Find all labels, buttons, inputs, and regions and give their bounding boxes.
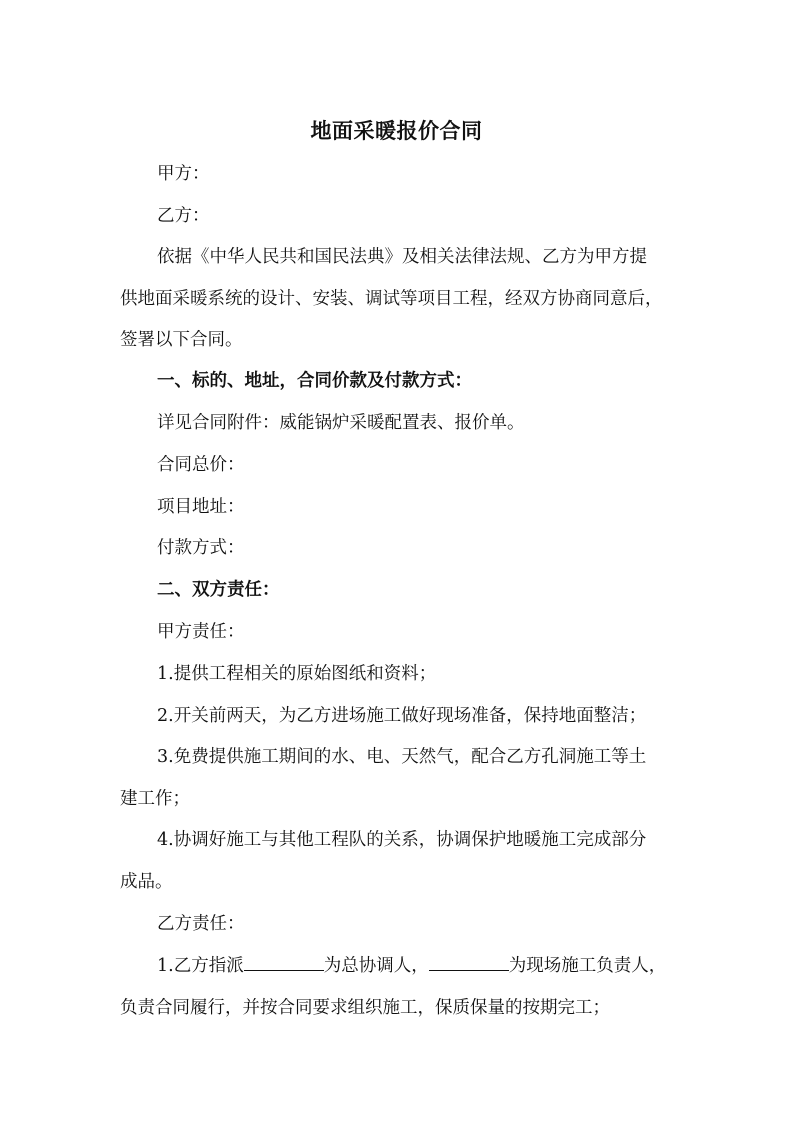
intro-line-1: 依据《中华人民共和国民法典》及相关法律法规、乙方为甲方提: [157, 247, 647, 267]
page-title: 地面采暖报价合同: [310, 118, 483, 143]
coordinator-blank[interactable]: [244, 953, 324, 971]
party-a-duty-3: 3.免费提供施工期间的水、电、天然气，配合乙方孔洞施工等土: [157, 747, 647, 767]
party-a-duty-2: 2.开关前两天，为乙方进场施工做好现场准备，保持地面整洁；: [157, 706, 647, 726]
section1-heading: 一、标的、地址，合同价款及付款方式：: [157, 371, 472, 391]
party-b-label: 乙方：: [157, 206, 210, 226]
party-a-duty-4-cont: 成品。: [120, 872, 173, 892]
section2-heading: 二、双方责任：: [157, 580, 280, 600]
party-a-duty-4: 4.协调好施工与其他工程队的关系，协调保护地暖施工完成部分: [157, 830, 647, 850]
party-a-duties-heading: 甲方责任：: [157, 622, 245, 642]
party-b-duty-1-part3: 为现场施工负责人，: [508, 956, 667, 976]
party-b-duty-1: [157, 953, 666, 979]
party-b-duty-1-part2: 为总协调人，: [323, 956, 429, 976]
intro-line-3: 签署以下合同。: [120, 330, 243, 350]
party-a-duty-1: 1.提供工程相关的原始图纸和资料；: [157, 664, 437, 684]
project-address-label: 项目地址：: [157, 497, 245, 517]
total-price-label: 合同总价：: [157, 455, 245, 475]
party-b-duties-heading: 乙方责任：: [157, 914, 245, 934]
party-b-duty-1-cont: 负责合同履行，并按合同要求组织施工，保质保量的按期完工；: [120, 998, 610, 1018]
party-a-label: 甲方：: [157, 164, 210, 184]
attachment-text: 详见合同附件：威能锅炉采暖配置表、报价单。: [157, 413, 525, 433]
payment-method-label: 付款方式：: [157, 538, 245, 558]
site-manager-blank[interactable]: [429, 953, 509, 971]
party-b-duty-1-part1: 1.乙方指派: [157, 956, 244, 976]
intro-line-2: 供地面采暖系统的设计、安装、调试等项目工程，经双方协商同意后，: [120, 289, 663, 309]
party-a-duty-3-cont: 建工作；: [120, 789, 190, 809]
